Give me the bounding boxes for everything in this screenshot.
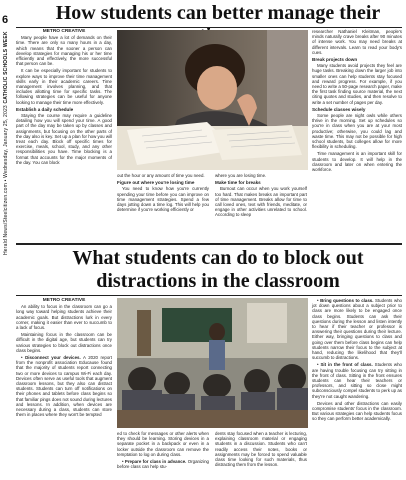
article2-column-1 <box>16 298 112 478</box>
folio-text: Herald News/Steelcitizen.com • Wednesday, January 25, 2023 <box>3 103 9 255</box>
headline-rule-top <box>16 27 402 28</box>
paragraph: Maintaining focus in the classroom can be difficult in the digital age, but students can try various strategies to block out distractions once class begins. <box>16 332 112 353</box>
paragraph: It can be especially important for students to explore ways to improve their time management skills early in their academic careers. Time management involves planning, and that includes allotting time for specific tasks. The following strategies can be useful for anyone looking to manage their time more effectively. <box>16 68 112 105</box>
article2-photo <box>117 298 308 428</box>
paragraph: Many people have a lot of demands on their time. There are only so many hours in a day, which means that the sooner a person can develop strategies for managing his or her time efficiently and effectively, the more successful that person can be. <box>16 35 112 67</box>
article1-column-3 <box>215 173 307 241</box>
classroom-image <box>117 298 308 428</box>
article1-photo <box>117 30 308 170</box>
paragraph: Devices and other distractions can easily compromise students' focus in the classroom. But various strategies can help students focus so they can perform better academically. <box>312 400 402 422</box>
bullet-label: • Prepare for class in advance. <box>122 459 187 465</box>
paragraph: Time management is an important skill for students to develop. It will help in the classroom and later on when entering the workforce. <box>312 151 402 173</box>
subhead: Establish a daily schedule <box>16 106 74 112</box>
paragraph: An ability to focus in the classroom can go a long way toward helping students achieve their academic goals. But distractions lurk in every corner, making it easier than ever to succumb to a lack of focus. <box>16 304 112 331</box>
bullet-label: • Sit in the front of class. <box>317 362 373 368</box>
paragraph: researcher Nathaniel Kleitman, people's minds naturally crave breaks after 90 minutes of intense work. You may need breaks at different intervals. Learn to read your body's cues. <box>312 29 402 55</box>
article2-headline <box>40 247 396 293</box>
article2-headline-line2: distractions in the classroom <box>96 270 340 292</box>
article1-byline: METRO CREATIVE <box>42 29 86 34</box>
bullet-label: • Disconnect your devices. <box>21 355 81 361</box>
headline-rule <box>16 295 402 296</box>
paragraph: ed to check for messages or other alerts when they should be learning. Storing devices in a separate pocket in a backpack or even in a locker outside the classroom can remove the temptation to log on during class. <box>117 431 209 457</box>
article1-column-1 <box>16 29 112 239</box>
paragraph: Students who jot down questions about a subject prior to class are more likely to be engaged once class begins. Students can ask their questions during the lesson and listen intently to hear if their teacher or professor is answering their questions during their lecture. Either way, bringing questions to class and going over them before class begins can help students narrow their focus to the subject at hand, reducing the likelihood that they'll succumb to distractions. <box>312 298 403 361</box>
subhead: Figure out where you're losing time <box>117 180 195 186</box>
student-studying-image <box>117 30 308 170</box>
article1-column-2 <box>117 173 209 241</box>
paragraph: dents stay focused when a teacher is lecturing, explaining classroom material or engaging students in a discussion. Students who can't readily access their notes, books or assignments may be forced to spend valuable class time looking for such materials, thus distracting them from the lesson. <box>215 431 307 468</box>
paragraph: where you are losing time. <box>215 173 267 178</box>
paragraph: out the hour or any amount of time you need. <box>117 173 205 178</box>
paragraph: Burnout can occur when you work yourself too hard. That makes breaks an important part of time management. Breaks allow for time to call loved ones, text with friends, meditate, or engage in other activities unrelated to school. According to sleep <box>215 186 307 218</box>
page-number: 6 <box>2 14 9 26</box>
paragraph: Students who are having trouble focusing can try sitting in the front of class. Sitting in the front ensures students can hear their teachers or professors, and sitting so close might subconsciously compel students to perk up as they're not caught wandering. <box>312 362 402 399</box>
paragraph: Staying the course may require a guideline detailing how you will spend your time. A good part of the day may be taken up by classes and assignments, but focusing on the other parts of the day also is key. Set up a plan for how you will treat each day. Block off specific times for exercise, meals, school, study, and any other responsibilities you have. Time blocking is a format that accounts for the major moments of the day. You can block <box>16 113 112 165</box>
subhead: Break projects down <box>312 57 358 63</box>
paragraph: Many students avoid projects they feel are huge tasks. Breaking down the larger job into smaller ones can help students stay focused and reward progress. For example, if you need to write a 50-page research paper, make the first task finding source material, the next citing quotes and studies, and then resolve to write a set number of pages per day. <box>312 63 402 105</box>
article2-column-3 <box>215 431 307 479</box>
page-folio <box>3 30 9 255</box>
section-name: CATHOLIC SCHOOLS WEEK <box>3 31 9 104</box>
paragraph: Some people are night owls while others thrive in the morning. Set up schedules so you're in class when you are at your most productive; otherwise, you could lag and waste time. This may not be possible for high school students, but colleges allow for more flexibility in scheduling. <box>312 113 402 150</box>
paragraph: You need to know how you're currently spending your time before you can improve on time management strategies. Spend a few days jotting down a time log. This will help you determine if you're working efficiently or <box>117 186 209 213</box>
article1-headline: How students can better manage their <box>55 2 381 24</box>
subhead: Make time for breaks <box>215 180 261 186</box>
section-divider <box>16 243 402 245</box>
paragraph: Organizing before class can help stu- <box>117 459 209 470</box>
article2-headline-line1: What students can do to block out <box>72 247 364 269</box>
article2-column-4 <box>312 298 402 478</box>
subhead: Schedule classes wisely <box>312 106 366 112</box>
article2-byline: METRO CREATIVE <box>42 298 86 303</box>
article1-column-4 <box>312 29 402 241</box>
bullet-label: • Bring questions to class. <box>317 298 374 303</box>
paragraph: A 2020 report from the nonprofit association Educause found that the majority of students report connecting two or more devices to campus Wi-Fi each day. Devices often serve as useful tools that augment classroom lessons, but they also can distract students. Students can turn off notifications on their phones and tablets before class begins so that familiar pings does not sound during lectures and lessons. In addition, when devices are necessary during a class, students can store them in places where they won't be tempted <box>16 355 112 418</box>
page-sidebar <box>0 0 13 480</box>
article2-column-2 <box>117 431 209 479</box>
